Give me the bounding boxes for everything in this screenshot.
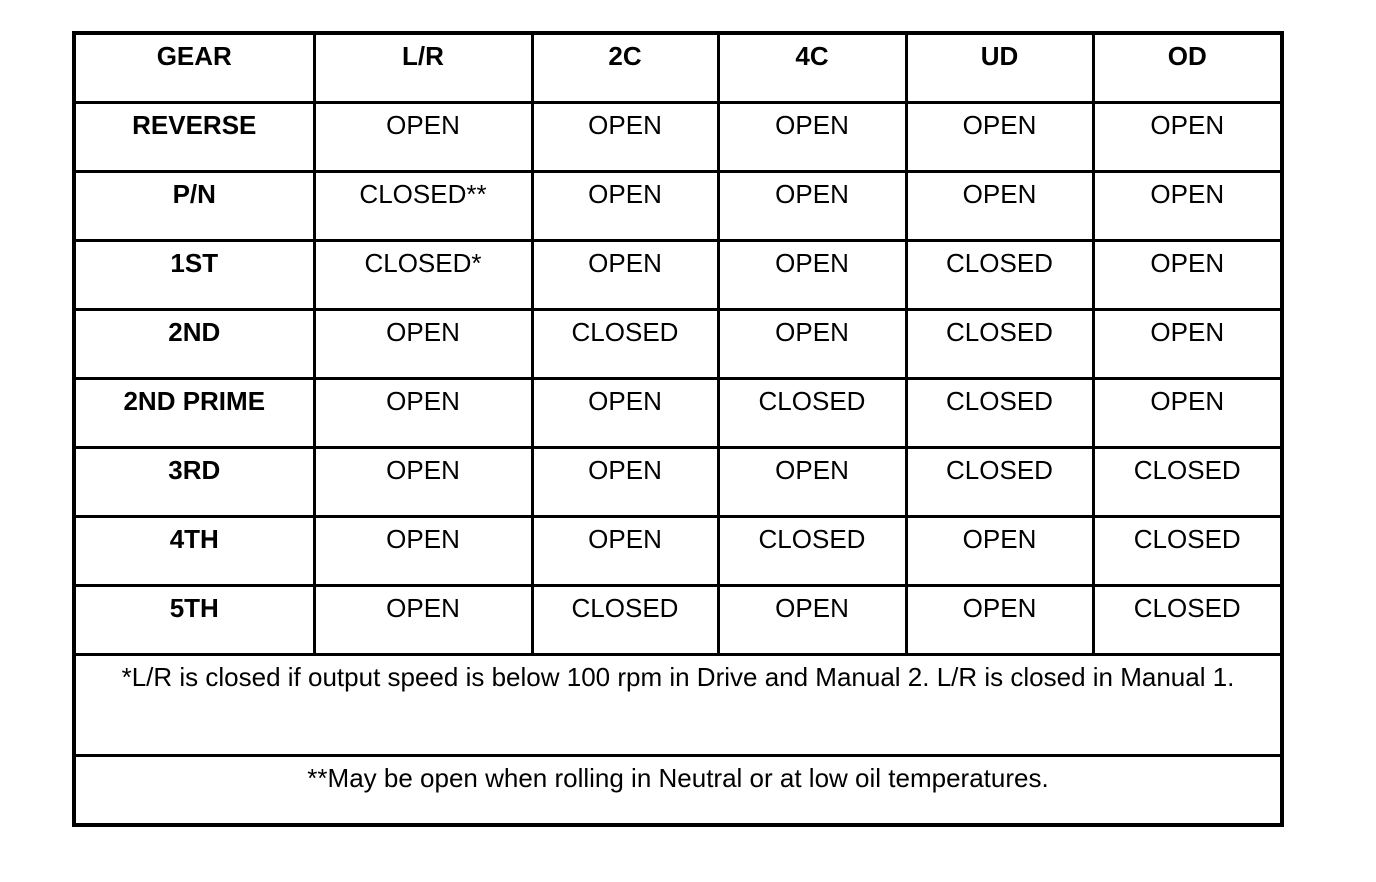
footnote-neutral-open: **May be open when rolling in Neutral or at low oil temperatures. [74,755,1282,825]
gear-cell: P/N [74,171,314,240]
clutch-state-table-wrapper [72,31,1280,827]
2c-cell: OPEN [532,378,718,447]
table-row [74,516,1282,585]
table-row [74,171,1282,240]
column-header-ud: UD [906,33,1093,102]
4c-cell: CLOSED [718,516,906,585]
lr-cell: OPEN [314,447,532,516]
2c-cell: OPEN [532,447,718,516]
4c-cell: OPEN [718,102,906,171]
column-header-lr: L/R [314,33,532,102]
2c-cell: CLOSED [532,585,718,654]
column-header-4c: 4C [718,33,906,102]
2c-cell: OPEN [532,102,718,171]
4c-cell: CLOSED [718,378,906,447]
lr-cell: OPEN [314,585,532,654]
od-cell: OPEN [1093,171,1282,240]
lr-cell: OPEN [314,309,532,378]
table-row [74,102,1282,171]
2c-cell: OPEN [532,171,718,240]
lr-cell: OPEN [314,378,532,447]
ud-cell: OPEN [906,171,1093,240]
4c-cell: OPEN [718,447,906,516]
gear-cell: 2ND PRIME [74,378,314,447]
od-cell: OPEN [1093,309,1282,378]
4c-cell: OPEN [718,309,906,378]
4c-cell: OPEN [718,585,906,654]
ud-cell: OPEN [906,102,1093,171]
2c-cell: CLOSED [532,309,718,378]
gear-cell: REVERSE [74,102,314,171]
od-cell: CLOSED [1093,585,1282,654]
column-header-od: OD [1093,33,1282,102]
lr-cell: OPEN [314,516,532,585]
table-row [74,447,1282,516]
gear-cell: 5TH [74,585,314,654]
clutch-state-table [72,31,1284,827]
gear-cell: 3RD [74,447,314,516]
od-cell: CLOSED [1093,447,1282,516]
4c-cell: OPEN [718,240,906,309]
od-cell: OPEN [1093,240,1282,309]
lr-cell: OPEN [314,102,532,171]
gear-cell: 4TH [74,516,314,585]
lr-cell: CLOSED** [314,171,532,240]
lr-cell: CLOSED* [314,240,532,309]
ud-cell: CLOSED [906,309,1093,378]
table-row [74,309,1282,378]
table-row [74,378,1282,447]
od-cell: OPEN [1093,378,1282,447]
column-header-gear: GEAR [74,33,314,102]
footnote-lr-closed: *L/R is closed if output speed is below 100 rpm in Drive and Manual 2. L/R is closed in Manual 1. [74,654,1282,755]
od-cell: OPEN [1093,102,1282,171]
ud-cell: CLOSED [906,378,1093,447]
ud-cell: OPEN [906,585,1093,654]
column-header-2c: 2C [532,33,718,102]
gear-cell: 1ST [74,240,314,309]
ud-cell: OPEN [906,516,1093,585]
gear-cell: 2ND [74,309,314,378]
footnote-row [74,654,1282,755]
2c-cell: OPEN [532,516,718,585]
4c-cell: OPEN [718,171,906,240]
ud-cell: CLOSED [906,447,1093,516]
footnote-row [74,755,1282,825]
table-row [74,585,1282,654]
table-row [74,240,1282,309]
od-cell: CLOSED [1093,516,1282,585]
2c-cell: OPEN [532,240,718,309]
header-row [74,33,1282,102]
ud-cell: CLOSED [906,240,1093,309]
